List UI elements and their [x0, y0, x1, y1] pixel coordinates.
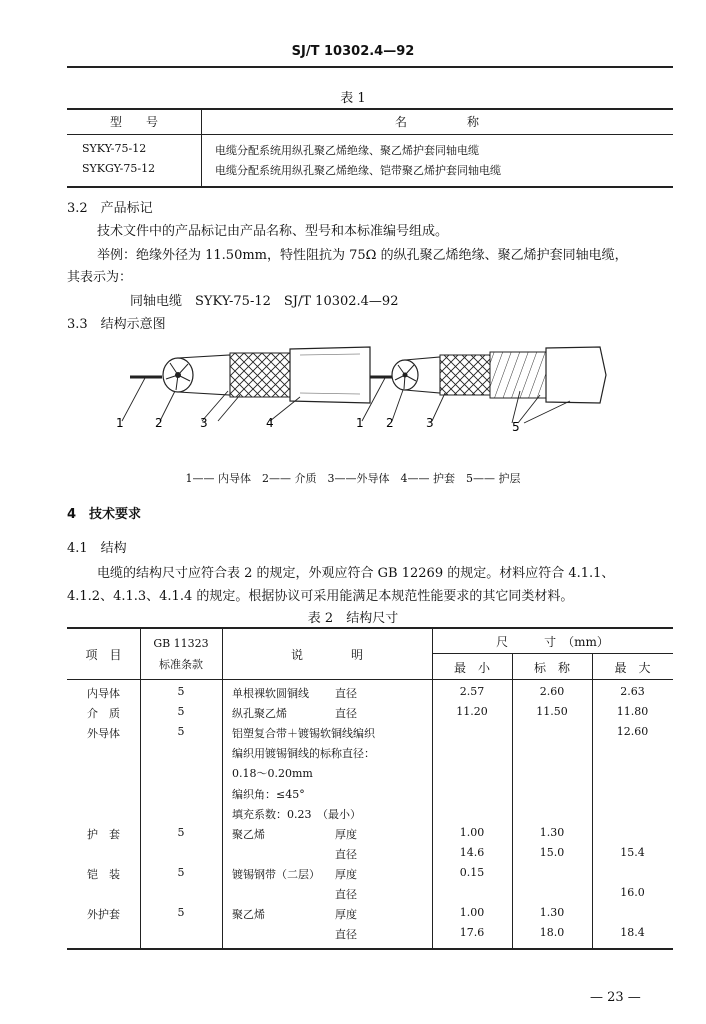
diagram-left-label-1: 1 [116, 416, 124, 430]
table2-cell-nom: 1.30 [539, 906, 565, 920]
table2-cell-max: 2.63 [620, 685, 645, 698]
table1-header-name: 名 称 [394, 115, 479, 129]
diagram-right-label-1: 1 [356, 416, 364, 430]
cable-right [362, 347, 606, 423]
diagram-right-label-5: 5 [512, 420, 520, 434]
table2-header-desc: 说 明 [290, 648, 363, 662]
table2-cell-item: 护 套 [87, 827, 120, 841]
table2-header-item: 项 目 [85, 648, 122, 662]
diagram-left-label-4: 4 [266, 416, 274, 430]
product-mark-example: 同轴电缆 SYKY-75-12 SJ/T 10302.4—92 [130, 294, 399, 309]
table2-cell-min: 1.00 [459, 825, 485, 839]
table2-cell-max: 18.4 [620, 926, 645, 940]
table2-cell-desc: 镀锡钢带（二层） [232, 867, 320, 881]
table2-cell-max: 11.80 [616, 705, 649, 719]
cable-left [122, 347, 370, 421]
header-rule [67, 66, 673, 68]
section-4-1-para-2: 4.1.2、4.1.3、4.1.4 的规定。根据协议可采用能满足本规范性能要求的其它同类材料。 [67, 589, 574, 604]
table2-cell-clause: 5 [177, 705, 185, 719]
table2-cell-desc: 铝塑复合带＋镀锡软铜线编织 [232, 727, 375, 741]
table2-cell-min: 2.57 [459, 685, 485, 698]
diagram-left-label-3: 3 [200, 416, 208, 430]
table2-cell-min: 11.20 [456, 705, 488, 719]
section-4-1-heading: 4.1 结构 [67, 541, 127, 556]
table1-model-1: SYKY-75-12 [82, 142, 147, 155]
table2-cell-param: 厚度 [335, 867, 357, 881]
table2-cell-item: 铠 装 [87, 867, 120, 881]
table2-header-nom: 标 称 [533, 661, 570, 675]
table2-cell-desc: 编织角：≤45° [232, 787, 305, 801]
table1-model-2: SYKGY-75-12 [82, 162, 156, 175]
table2-cell-param: 厚度 [335, 827, 357, 841]
standard-number: SJ/T 10302.4—92 [291, 44, 415, 59]
table2-cell-desc: 编织用镀锡铜线的标称直径： [232, 747, 375, 761]
table2-cell-min: 17.6 [459, 926, 485, 940]
table2-cell-nom: 11.50 [536, 705, 568, 719]
table2-cell-desc: 聚乙烯 [232, 827, 265, 841]
table2-cell-nom: 2.60 [539, 685, 565, 698]
table2-cell-item: 外导体 [87, 727, 120, 741]
table2-cell-max: 12.60 [616, 725, 649, 739]
table2-cell-clause: 5 [177, 725, 185, 739]
table2-title: 表 2 结构尺寸 [307, 611, 399, 626]
table2-cell-nom: 15.0 [539, 845, 565, 859]
diagram-right-label-2: 2 [386, 416, 394, 430]
section-3-2-para-1: 技术文件中的产品标记由产品名称、型号和本标准编号组成。 [97, 224, 449, 239]
table2-cell-item: 介 质 [87, 707, 120, 721]
table2-header-max: 最 大 [614, 661, 651, 675]
table2-header-gb-2: 标准条款 [159, 658, 203, 671]
table2-header-min: 最 小 [453, 661, 490, 675]
table2-cell-clause: 5 [177, 865, 185, 879]
table1-title: 表 1 [340, 91, 366, 106]
table2-cell-param: 直径 [335, 707, 357, 721]
table2-cell-desc: 0.18～0.20mm [232, 767, 313, 781]
diagram-right-label-3: 3 [426, 416, 434, 430]
diagram-left-label-2: 2 [155, 416, 163, 430]
table2-cell-max: 16.0 [620, 886, 645, 899]
structure-diagram [100, 335, 620, 440]
table2-cell-desc: 填充系数：0.23 （最小） [232, 807, 361, 821]
table2-cell-clause: 5 [177, 685, 185, 698]
table2-header-gb-1: GB 11323 [153, 637, 209, 650]
table1-header-model: 型 号 [109, 115, 158, 129]
table2-cell-item: 外护套 [87, 908, 120, 922]
table2-cell-min: 14.6 [459, 845, 485, 859]
table2-cell-nom: 18.0 [539, 926, 565, 940]
table2-header-size: 尺 寸 （mm） [496, 635, 609, 649]
section-4-heading: 4 技术要求 [67, 507, 142, 522]
table2-cell-param: 直径 [335, 687, 357, 700]
section-3-3-heading: 3.3 结构示意图 [67, 317, 166, 332]
section-3-2-para-2: 举例：绝缘外径为 11.50mm，特性阻抗为 75Ω 的纵孔聚乙烯绝缘、聚乙烯护套同轴电缆， [97, 248, 628, 263]
section-3-2-heading: 3.2 产品标记 [67, 201, 153, 216]
table2-cell-clause: 5 [177, 906, 185, 920]
table2-cell-desc: 聚乙烯 [232, 908, 265, 922]
section-4-1-para-1: 电缆的结构尺寸应符合表 2 的规定，外观应符合 GB 12269 的规定。材料应符合 4.1.1、 [97, 566, 615, 581]
table1-name-2: 电缆分配系统用纵孔聚乙烯绝缘、铠带聚乙烯护套同轴电缆 [215, 164, 501, 177]
table2-cell-min: 0.15 [459, 865, 485, 879]
table2-cell-nom: 1.30 [539, 825, 565, 839]
table2-cell-max: 15.4 [620, 845, 645, 859]
table2-cell-param: 直径 [335, 928, 357, 942]
table2-cell-clause: 5 [177, 825, 185, 839]
table2-cell-param: 厚度 [335, 908, 357, 922]
table2-cell-param: 直径 [335, 847, 357, 861]
table1-name-1: 电缆分配系统用纵孔聚乙烯绝缘、聚乙烯护套同轴电缆 [215, 144, 479, 157]
table2-cell-desc: 纵孔聚乙烯 [232, 707, 287, 721]
table2-cell-item: 内导体 [87, 687, 120, 700]
table2-cell-param: 直径 [335, 888, 357, 901]
page-number: — 23 — [590, 990, 641, 1005]
diagram-legend: 1—— 内导体 2—— 介质 3——外导体 4—— 护套 5—— 护层 [185, 472, 521, 485]
section-3-2-para-3: 其表示为： [67, 270, 133, 285]
table2-cell-min: 1.00 [459, 906, 485, 920]
table2-cell-desc: 单根裸软圆铜线 [232, 687, 309, 700]
